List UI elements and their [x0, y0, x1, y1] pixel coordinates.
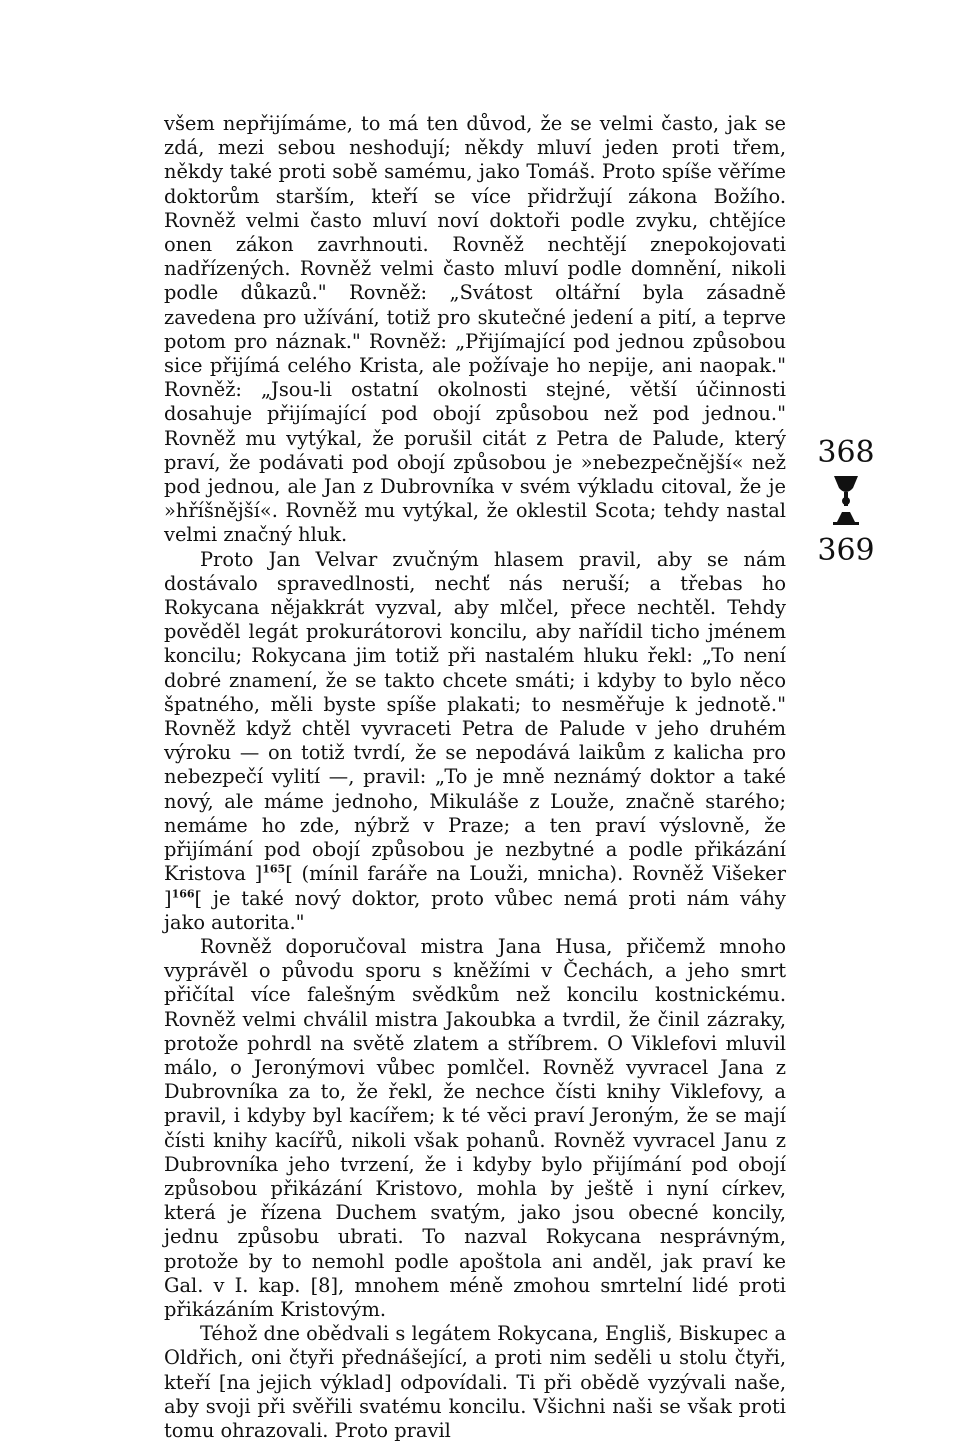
paragraph-segment: [ (mínil faráře na Louži, mnicha). Rovněž Višeker ] — [164, 862, 786, 910]
footnote-marker: 166 — [171, 887, 195, 901]
paragraph: všem nepřijímáme, to má ten důvod, že se velmi často, jak se zdá, mezi sebou neshodují; někdy mluví jeden proti třem, někdy také proti sobě samému, jako Tomáš. Proto spíše věříme doktorům starším, kteří se více přidržují zákona Božího. Rovněž velmi často mluví noví doktoři podle zvyku, chtějíce onen zákon zavrhnouti. Rovněž nechtějí znepokojovati nadřízených. Rovněž velmi často mluví podle domnění, nikoli podle důkazů." Rovněž: „Svátost oltářní byla zásadně zavedena pro užívání, totiž pro skutečné jedení a pití, a teprve potom pro náznak." Rovněž: „Přijímající pod jednou způsobou sice přijímá celého Krista, ale požívaje ho nepije, ani naopak." Rovněž: „Jsou-li ostatní okolnosti stejné, větší účinnosti dosahuje přijímající pod obojí způsobou než pod jednou." Rovněž mu vytýkal, že porušil citát z Petra de Palude, který praví, že podávati pod obojí způsobou je »nebezpečnější« než pod jednou, ale Jan z Dubrovníka v svém výkladu citoval, že je »hříšnější«. Rovněž mu vytýkal, že oklestil Scota; tehdy nastal velmi značný hluk. — [164, 112, 786, 547]
chalice-icon — [812, 474, 880, 530]
margin-page-reference — [812, 435, 880, 568]
paragraph-segment: [ je také nový doktor, proto vůbec nemá proti nám váhy jako autorita." — [164, 886, 786, 934]
footnote-marker: 165 — [262, 862, 286, 876]
paragraph — [164, 548, 786, 935]
page-from-number: 368 — [817, 435, 875, 470]
paragraph: Téhož dne obědvali s legátem Rokycana, Engliš, Biskupec a Oldřich, oni čtyři přednášející, a proti nim seděli u stolu čtyři, kteří [na jejich výklad] odpovídali. Ti při obědě vyzývali naše, aby svoji při svěřili svatému koncilu. Všichni naši se však proti tomu ohrazovali. Proto pravil — [164, 1322, 786, 1442]
paragraph: Rovněž doporučoval mistra Jana Husa, přičemž mnoho vyprávěl o původu sporu s kněžími v Čechách, a jeho smrt přičítal více falešným svědkům než koncilu kostnickému. Rovněž velmi chválil mistra Jakoubka a tvrdil, že činil zázraky, protože pohrdl na světě zlatem a stříbrem. O Viklefovi mluvil málo, o Jeronýmovi vůbec pomlčel. Rovněž vyvracel Jana z Dubrovníka za to, že řekl, že nechce čísti knihy Viklefovy, a pravil, i kdyby byl kacířem; k té věci praví Jeroným, že se mají čísti knihy kacířů, nikoli však pohanů. Rovněž vyvracel Janu z Dubrovníka jeho tvrzení, že i kdyby bylo přijímání pod obojí způsobou přikázání Kristovo, mohla by ještě i nyní církev, která je řízena Duchem svatým, jako jsou obecné koncily, jednu způsobu ubrati. To nazval Rokycana nesprávným, protože by to nemohl podle apoštola ani anděl, jak praví ke Gal. v I. kap. [8], mnohem méně zmohou smrtelní lidé proti přikázáním Kristovým. — [164, 934, 786, 1321]
page-to-number: 369 — [817, 533, 875, 568]
paragraph-segment: Proto Jan Velvar zvučným hlasem pravil, aby se nám dostávalo spravedlnosti, nechť nás neruší; a třebas ho Rokycana nějakkrát vyzval, aby mlčel, přece nechtěl. Tehdy pověděl legát prokurátorovi koncilu, aby nařídil ticho jménem koncilu; Rokycana jim totiž při nastalém hluku řekl: „To není dobré znamení, že se takto chcete smáti; i kdyby to bylo něco špatného, měli byste spíše plakati; to nesměřuje k jednotě." Rovněž když chtěl vyvraceti Petra de Palude v jeho druhém výroku — on totiž tvrdí, že se nepodává laikům z kalicha pro nebezpečí vylití —, pravil: „To je mně neznámý doktor a také nový, ale máme jednoho, Mikuláše z Louže, značně starého; nemáme ho zde, nýbrž v Praze; a ten praví výslovně, že přijímání pod obojí způsobou je nezbytné a podle přikázání Kristova ] — [164, 547, 786, 886]
body-text — [164, 112, 786, 1443]
